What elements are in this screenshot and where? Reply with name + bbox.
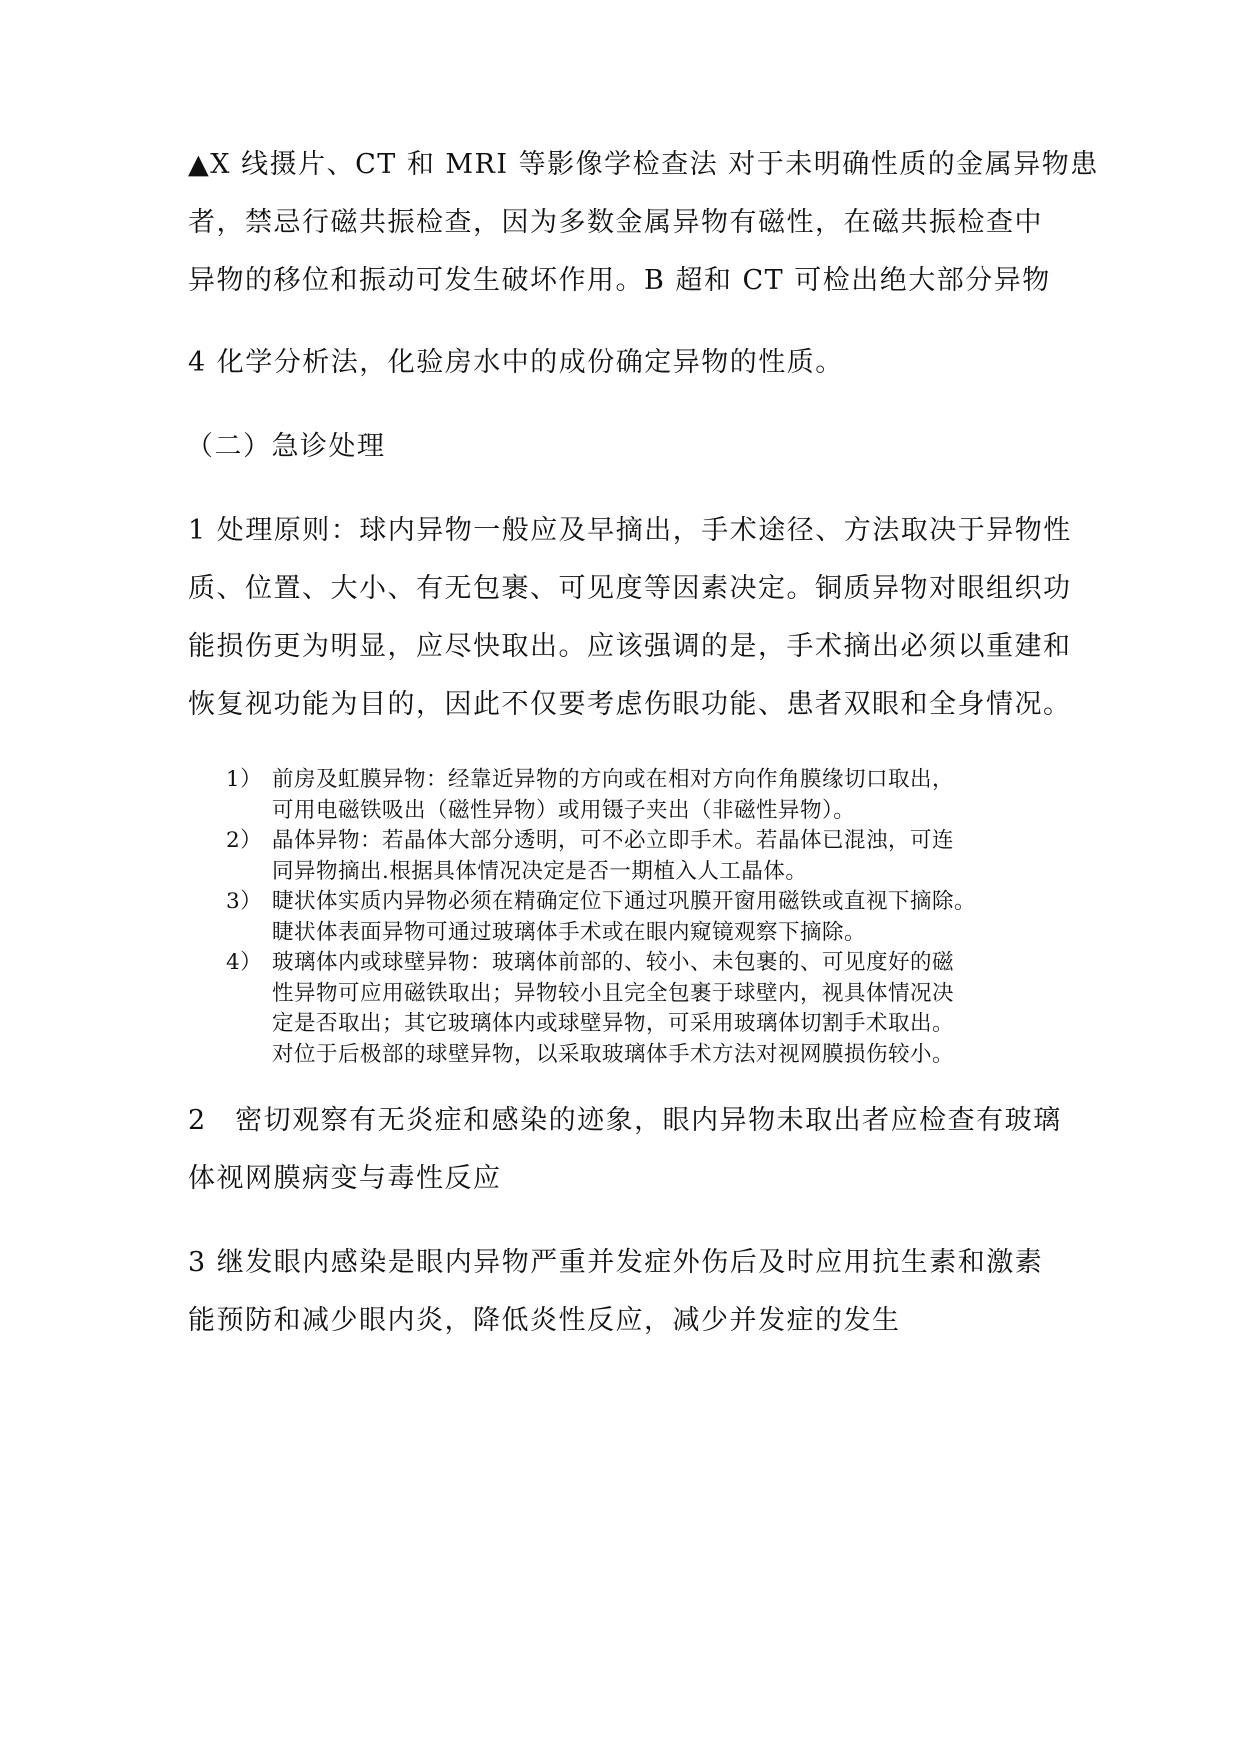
list-line: 性异物可应用磁铁取出；异物较小且完全包裹于球壁内，视具体情况决 (272, 980, 955, 1006)
list-line: 定是否取出；其它玻璃体内或球壁异物，可采用玻璃体切割手术取出。 (272, 1011, 955, 1036)
list-item-text (272, 887, 1072, 948)
list-number: 2） (226, 828, 263, 853)
list-line: 同异物摘出.根据具体情况决定是否一期植入人工晶体。 (272, 858, 808, 884)
list-line: 可用电磁铁吸出（磁性异物）或用镊子夹出（非磁性异物）。 (272, 797, 856, 823)
list-line: 玻璃体内或球壁异物：玻璃体前部的、较小、未包裹的、可见度好的磁 (272, 950, 955, 975)
text-line: 3 继发眼内感染是眼内异物严重并发症外伤后及时应用抗生素和激素 (188, 1247, 1044, 1278)
text-line: 恢复视功能为目的，因此不仅要考虑伤眼功能、患者双眼和全身情况。 (188, 689, 1072, 720)
list-number: 3） (226, 889, 263, 914)
list-item-text (272, 948, 1072, 1070)
text-line: 者，禁忌行磁共振检查，因为多数金属异物有磁性，在磁共振检查中 (188, 207, 1043, 238)
list-item-text (272, 826, 1072, 887)
list-number: 4） (226, 950, 263, 975)
list-line: 前房及虹膜异物：经靠近异物的方向或在相对方向作角膜缘切口取出， (272, 767, 955, 792)
text-line: 2 密切观察有无炎症和感染的迹象，眼内异物未取出者应检查有玻璃 (188, 1105, 1062, 1136)
text-line: ▲X 线摄片、CT 和 MRI 等影像学检查法 对于未明确性质的金属异物患 (188, 149, 1099, 180)
list-line: 晶体异物：若晶体大部分透明，可不必立即手术。若晶体已混浊，可连 (272, 828, 955, 853)
text-line: 1 处理原则：球内异物一般应及早摘出，手术途径、方法取决于异物性 (188, 515, 1072, 546)
section-heading: （二）急诊处理 (186, 431, 386, 462)
list-number: 1） (226, 767, 263, 792)
list-item-text (272, 765, 1072, 826)
text-line: 质、位置、大小、有无包裹、可见度等因素决定。铜质异物对眼组织功 (188, 573, 1072, 604)
text-line: 体视网膜病变与毒性反应 (188, 1163, 502, 1194)
list-line: 对位于后极部的球壁异物，以采取玻璃体手术方法对视网膜损伤较小。 (272, 1041, 955, 1067)
text-line: 能损伤更为明显，应尽快取出。应该强调的是，手术摘出必须以重建和 (188, 631, 1072, 662)
text-line: 异物的移位和振动可发生破坏作用。B 超和 CT 可检出绝大部分异物 (188, 265, 1051, 296)
paragraph-chemical-analysis: 4 化学分析法，化验房水中的成份确定异物的性质。 (188, 347, 844, 378)
text-line: 能预防和减少眼内炎，降低炎性反应，减少并发症的发生 (188, 1305, 901, 1336)
list-line: 睫状体表面异物可通过玻璃体手术或在眼内窥镜观察下摘除。 (272, 919, 867, 945)
list-line: 睫状体实质内异物必须在精确定位下通过巩膜开窗用磁铁或直视下摘除。 (272, 889, 977, 914)
